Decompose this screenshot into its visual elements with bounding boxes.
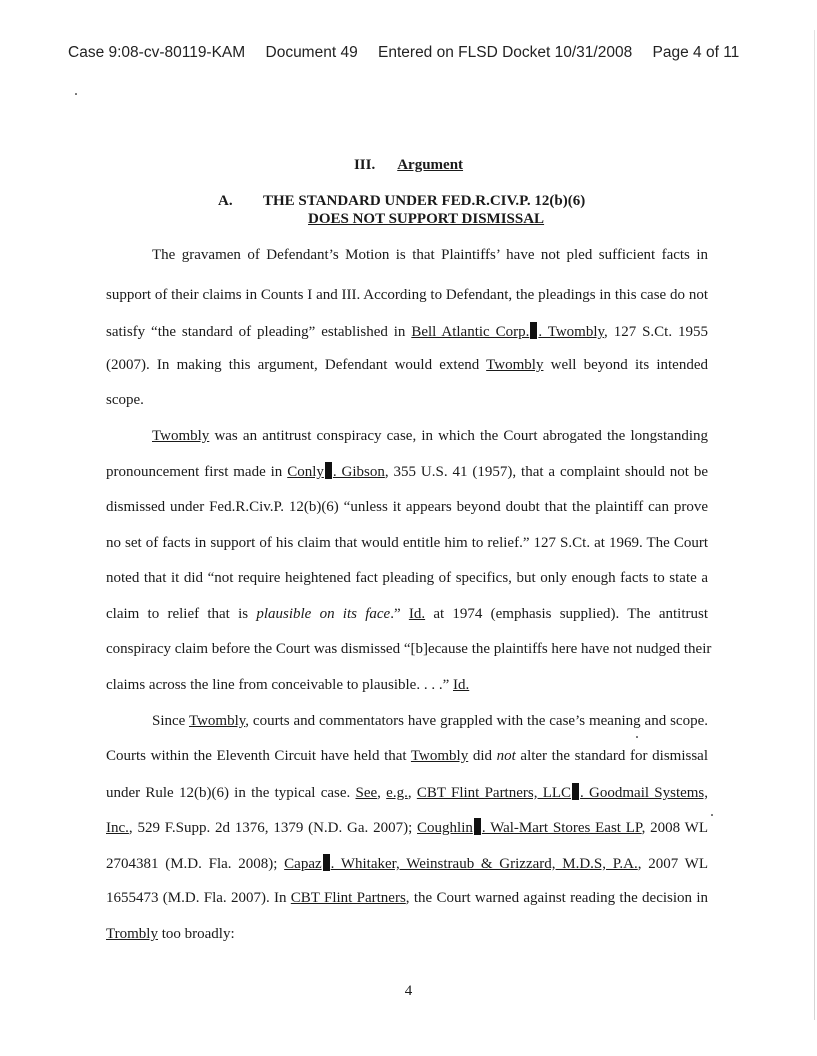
section-heading — [0, 157, 817, 174]
text-run: , 355 U.S. 41 (1957), that a complaint should not be — [384, 464, 708, 480]
redaction-bar — [572, 783, 579, 800]
case-citation: . Whitaker, Weinstraub & Grizzard, M.D.S, P.A. — [330, 856, 638, 872]
paragraph-line: scope. — [106, 392, 144, 408]
paragraph-line: no set of facts in support of his claim that would entitle him to relief.” 127 S.Ct. at 1969. The Court — [106, 535, 708, 551]
paragraph-line — [106, 676, 708, 694]
case-citation: . Wal-Mart Stores East LP — [481, 820, 642, 836]
subsection-letter: A. — [218, 193, 233, 209]
redaction-bar — [530, 322, 537, 339]
paragraph-line: conspiracy claim before the Court was dismissed “[b]ecause the plaintiffs here have not nudged their — [106, 641, 712, 657]
case-citation: Id. — [452, 677, 470, 693]
paragraph-line: The gravamen of Defendant’s Motion is that Plaintiffs’ have not pled sufficient facts in — [152, 247, 708, 263]
paragraph-line: support of their claims in Counts I and III. According to Defendant, the pleadings in this case do not — [106, 287, 708, 303]
text-run: 2704381 (M.D. Fla. 2008); — [106, 856, 285, 872]
redaction-bar — [323, 854, 330, 871]
case-citation: Twombly — [188, 713, 246, 729]
text-run: alter the standard for dismissal — [515, 748, 708, 764]
signal-eg: e.g. — [386, 785, 408, 801]
text-run: well beyond its intended — [543, 357, 708, 373]
text-run: did — [468, 748, 497, 764]
text-run: , 2007 WL — [637, 856, 708, 872]
text-run: Since — [152, 713, 189, 729]
scan-edge-line — [814, 30, 815, 1020]
text-run: under Rule 12(b)(6) in the typical case. — [106, 785, 356, 801]
text-run: , — [377, 785, 387, 801]
redaction-bar — [474, 818, 481, 835]
paragraph-line: noted that it did “not require heightened fact pleading of specifics, but only enough facts to state a — [106, 570, 708, 586]
paragraph-line — [106, 462, 708, 481]
case-citation: Conly — [287, 464, 324, 480]
case-citation: Trombly — [106, 926, 158, 942]
text-run: , 529 F.Supp. 2d 1376, 1379 (N.D. Ga. 2007); — [128, 820, 418, 836]
case-citation: CBT Flint Partners, LLC — [416, 785, 572, 801]
paragraph-line — [106, 818, 708, 837]
text-run: at 1974 (emphasis supplied). The antitrust — [425, 606, 708, 622]
text-run: satisfy “the standard of pleading” established in — [106, 324, 412, 340]
subsection-title-line1: THE STANDARD UNDER FED.R.CIV.P. 12(b)(6) — [263, 193, 586, 209]
text-run: too broadly: — [157, 926, 235, 942]
paragraph-line — [106, 427, 708, 445]
text-run: claims across the line from conceivable to plausible. . . .” — [106, 677, 453, 693]
case-citation: Twombly — [152, 428, 210, 444]
page-of-total: Page 4 of 11 — [652, 44, 740, 61]
text-run: claim to relief that is — [106, 606, 257, 622]
text-run: 1655473 (M.D. Fla. 2007). In — [106, 890, 291, 906]
scan-speck — [636, 736, 638, 738]
paragraph-line — [106, 605, 708, 623]
case-number: Case 9:08-cv-80119-KAM — [68, 44, 246, 61]
text-run: Courts within the Eleventh Circuit have held that — [106, 748, 411, 764]
paragraph-line — [106, 322, 708, 341]
case-citation: Bell Atlantic Corp. — [411, 324, 530, 340]
paragraph-line — [106, 783, 708, 802]
case-citation: Capaz — [284, 856, 322, 872]
docket-entry: Entered on FLSD Docket 10/31/2008 — [378, 44, 633, 61]
case-citation: . Twombly — [538, 324, 605, 340]
text-run: was an antitrust conspiracy case, in which the Court abrogated the longstanding — [209, 428, 708, 444]
subsection-title-line2: DOES NOT SUPPORT DISMISSAL — [308, 211, 545, 227]
case-citation: . Gibson — [332, 464, 385, 480]
case-citation: Id. — [408, 606, 426, 622]
signal-see: See — [355, 785, 378, 801]
paragraph-line — [106, 712, 708, 730]
scan-speck — [711, 814, 713, 816]
paragraph-line — [106, 925, 708, 943]
text-run: (2007). In making this argument, Defendant would extend — [106, 357, 487, 373]
case-citation: Coughlin — [417, 820, 473, 836]
text-run: , 127 S.Ct. 1955 — [604, 324, 708, 340]
text-run: , 2008 WL — [641, 820, 708, 836]
document-number: Document 49 — [265, 44, 358, 61]
text-run: , — [407, 785, 417, 801]
case-citation: Twombly — [486, 357, 544, 373]
paragraph-line — [106, 889, 708, 907]
emphasis: plausible on its face — [256, 606, 391, 622]
docket-header — [68, 44, 739, 62]
case-citation: Inc. — [106, 820, 129, 836]
paragraph-line — [106, 747, 708, 765]
paragraph-line — [106, 854, 708, 873]
section-title: Argument — [397, 157, 464, 173]
case-citation: Twombly — [410, 748, 469, 764]
paragraph-line — [106, 356, 708, 374]
redaction-bar — [325, 462, 332, 479]
paragraph-line: dismissed under Fed.R.Civ.P. 12(b)(6) “unless it appears beyond doubt that the plaintiff can prove — [106, 499, 708, 515]
text-run: , courts and commentators have grappled with the case’s meaning and scope. — [245, 713, 708, 729]
text-run: pronouncement first made in — [106, 464, 288, 480]
text-run: .” — [390, 606, 409, 622]
page-number: 4 — [404, 983, 413, 999]
case-citation: . Goodmail Systems, — [580, 785, 709, 801]
case-citation: CBT Flint Partners — [290, 890, 406, 906]
emphasis: not — [496, 748, 516, 764]
section-number: III. — [353, 157, 376, 173]
scan-speck — [75, 93, 77, 95]
text-run: , the Court warned against reading the decision in — [405, 890, 708, 906]
